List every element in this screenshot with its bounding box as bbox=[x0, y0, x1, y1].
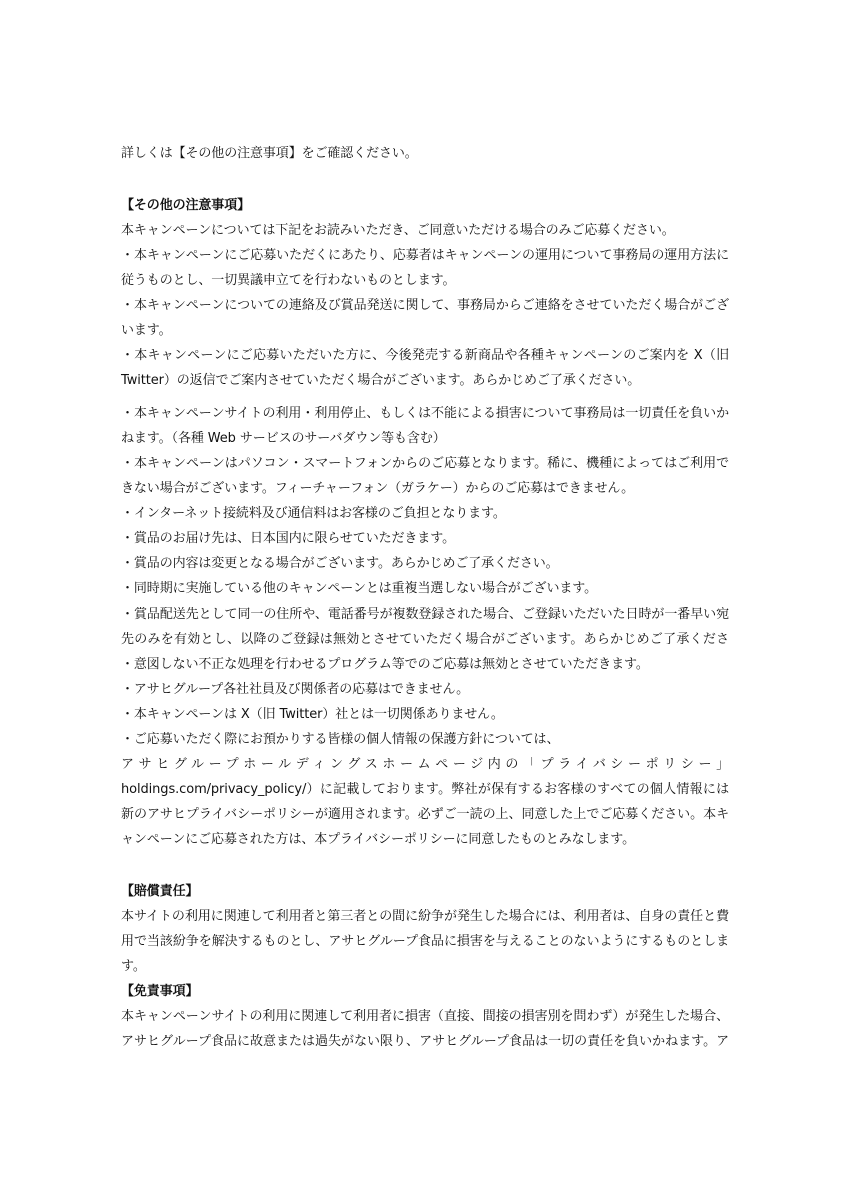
liability-heading: 【賠償責任】 bbox=[121, 884, 199, 899]
other-notes-line: ャンペーンにご応募された方は、本プライバシーポリシーに同意したものとみなします。 bbox=[121, 832, 636, 847]
other-notes-line: ・本キャンペーンについての連絡及び賞品発送に関して、事務局からご連絡をさせていただく場合がござ bbox=[121, 298, 729, 313]
other-notes-line: ・賞品配送先として同一の住所や、電話番号が複数登録された場合、ご登録いただいた日時が一番早い宛 bbox=[121, 607, 729, 622]
other-notes-line: 先のみを有効とし、以降のご登録は無効とさせていただく場合がございます。あらかじめご了承くださ bbox=[121, 632, 729, 647]
other-notes-line: ・意図しない不正な処理を行わせるプログラム等でのご応募は無効とさせていただきます。 bbox=[121, 657, 649, 672]
other-notes-line: ・賞品の内容は変更となる場合がございます。あらかじめご了承ください。 bbox=[121, 556, 559, 571]
other-notes-line: ・本キャンペーンにご応募いただくにあたり、応募者はキャンペーンの運用について事務局の運用方法に bbox=[121, 248, 729, 263]
other-notes-line: Twitter）の返信でご案内させていただく場合がございます。あらかじめご了承ください。 bbox=[121, 373, 641, 388]
other-notes-line: 新のアサヒプライバシーポリシーが適用されます。必ずご一読の上、同意した上でご応募ください。本キ bbox=[121, 807, 729, 822]
other-notes-line: アサヒグループホールディングスホームページ内の「プライバシーポリシー」 bbox=[121, 757, 729, 772]
liability-line: す。 bbox=[121, 959, 146, 974]
liability-line: 本サイトの利用に関連して利用者と第三者との間に紛争が発生した場合には、利用者は、自身の責任と費 bbox=[121, 909, 729, 924]
other-notes-line: ・本キャンペーンにご応募いただいた方に、今後発売する新商品や各種キャンペーンのご案内を X（旧 bbox=[121, 348, 729, 363]
other-notes-line: きない場合がございます。フィーチャーフォン（ガラケー）からのご応募はできません。 bbox=[121, 481, 635, 496]
other-notes-line: ・ご応募いただく際にお預かりする皆様の個人情報の保護方針については、 bbox=[121, 732, 560, 747]
disclaimer-heading: 【免責事項】 bbox=[121, 984, 199, 999]
other-notes-line: ・インターネット接続料及び通信料はお客様のご負担となります。 bbox=[121, 506, 506, 521]
other-notes-heading: 【その他の注意事項】 bbox=[121, 198, 251, 213]
other-notes-line: ねます。（各種 Web サービスのサーバダウン等も含む） bbox=[121, 431, 446, 446]
other-notes-line: ・本キャンペーンサイトの利用・利用停止、もしくは不能による損害について事務局は一切責任を負いか bbox=[121, 406, 729, 421]
other-notes-line: 本キャンペーンについては下記をお読みいただき、ご同意いただける場合のみご応募ください。 bbox=[121, 223, 675, 238]
other-notes-line: ・同時期に実施している他のキャンペーンとは重複当選しない場合がございます。 bbox=[121, 581, 598, 596]
other-notes-line: 従うものとし、一切異議申立てを行わないものとします。 bbox=[121, 273, 456, 288]
other-notes-line: ・賞品のお届け先は、日本国内に限らせていただきます。 bbox=[121, 531, 455, 546]
disclaimer-line: アサヒグループ食品に故意または過失がない限り、アサヒグループ食品は一切の責任を負いかねます。ア bbox=[121, 1034, 729, 1049]
other-notes-line: holdings.com/privacy_policy/）に記載しております。弊社が保有するお客様のすべての個人情報には bbox=[121, 782, 729, 797]
disclaimer-line: 本キャンペーンサイトの利用に関連して利用者に損害（直接、間接の損害別を問わず）が発生した場合、 bbox=[121, 1009, 729, 1024]
intro-text: 詳しくは【その他の注意事項】をご確認ください。 bbox=[121, 146, 418, 161]
other-notes-line: ・アサヒグループ各社社員及び関係者の応募はできません。 bbox=[121, 682, 470, 697]
other-notes-line: ・本キャンペーンはパソコン・スマートフォンからのご応募となります。稀に、機種によってはご利用で bbox=[121, 456, 729, 471]
liability-line: 用で当該紛争を解決するものとし、アサヒグループ食品に損害を与えることのないようにするものとしま bbox=[121, 934, 729, 949]
other-notes-line: います。 bbox=[121, 323, 172, 338]
other-notes-line: ・本キャンペーンは X（旧 Twitter）社とは一切関係ありません。 bbox=[121, 707, 504, 722]
